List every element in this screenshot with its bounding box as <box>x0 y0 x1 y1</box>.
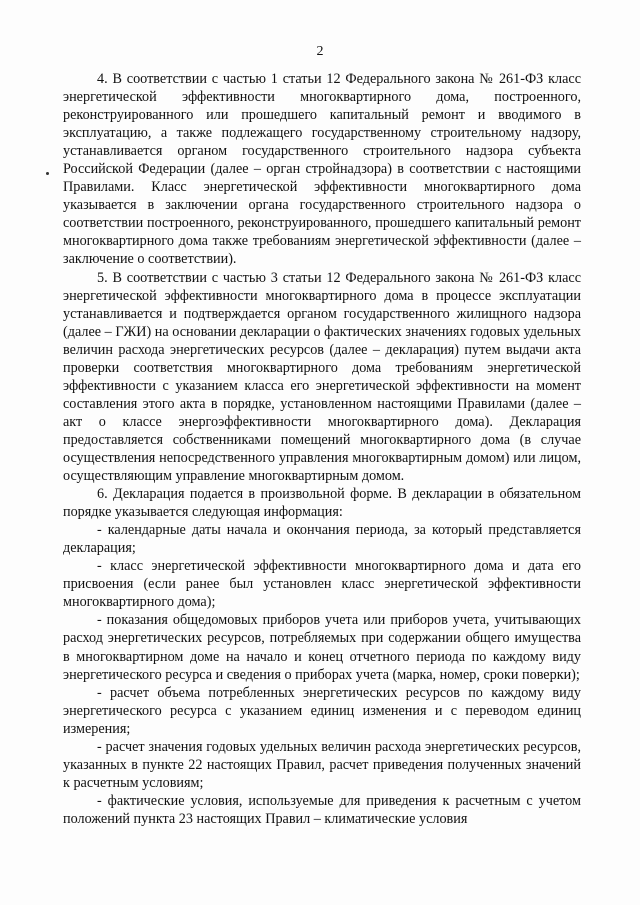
list-item-annual-values: - расчет значения годовых удельных величин расхода энергетических ресурсов, указанных в пункте 22 настоящих Правил, расчет приведения полученных значений к расчетным условиям; <box>63 738 581 791</box>
list-item-class: - класс энергетической эффективности многоквартирного дома и дата его присвоения (если ранее был установлен класс энергетической эффективности многоквартирного дома); <box>63 558 581 611</box>
list-item-volume-calculation: - расчет объема потребленных энергетических ресурсов по каждому виду энергетического ресурса с указанием единиц изменения и с переводом единиц измерения; <box>63 684 581 737</box>
page-number: 2 <box>316 44 324 59</box>
document-body <box>63 70 581 828</box>
scan-mark <box>46 172 49 175</box>
paragraph-item-5: 5. В соответствии с частью 3 статьи 12 Федерального закона № 261-ФЗ класс энергетической эффективности многоквартирного дома в процессе эксплуатации устанавливается и подтверждается органом государственного жилищного надзора (далее – ГЖИ) на основании декларации о фактических значениях годовых удельных величин расхода энергетических ресурсов (далее – декларация) путем выдачи акта проверки соответствия многоквартирного дома требованиям энергетической эффективности с указанием класса его энергетической эффективности на момент составления этого акта в порядке, установленном настоящими Правилами (далее – акт о классе энергоэффективности многоквартирного дома). Декларация предоставляется собственниками помещений многоквартирного дома (в случае осуществления непосредственного управления многоквартирным домом) или лицом, осуществляющим управление многоквартирным домом. <box>63 269 581 485</box>
list-item-actual-conditions: - фактические условия, используемые для приведения к расчетным с учетом положений пункта 23 настоящих Правил – климатические условия <box>63 792 581 827</box>
paragraph-item-6: 6. Декларация подается в произвольной форме. В декларации в обязательном порядке указывается следующая информация: <box>63 486 581 521</box>
list-item-dates: - календарные даты начала и окончания периода, за который представляется декларация; <box>63 522 581 557</box>
list-item-meter-readings: - показания общедомовых приборов учета или приборов учета, учитывающих расход энергетических ресурсов, потребляемых при содержании общего имущества в многоквартирном доме на начало и конец отчетного периода по каждому виду энергетического ресурса и сведения о приборах учета (марка, номер, сроки поверки); <box>63 612 581 683</box>
paragraph-item-4: 4. В соответствии с частью 1 статьи 12 Федерального закона № 261-ФЗ класс энергетической эффективности многоквартирного дома, построенного, реконструированного или прошедшего капитальный ремонт и вводимого в эксплуатацию, а также подлежащего государственному строительному надзору, устанавливается органом государственного строительного надзора субъекта Российской Федерации (далее – орган стройнадзора) в соответствии с настоящими Правилами. Класс энергетической эффективности многоквартирного дома указывается в заключении органа государственного строительного надзора о соответствии построенного, реконструированного, прошедшего капитальный ремонт многоквартирного дома также требованиям энергетической эффективности (далее – заключение о соответствии). <box>63 71 581 268</box>
